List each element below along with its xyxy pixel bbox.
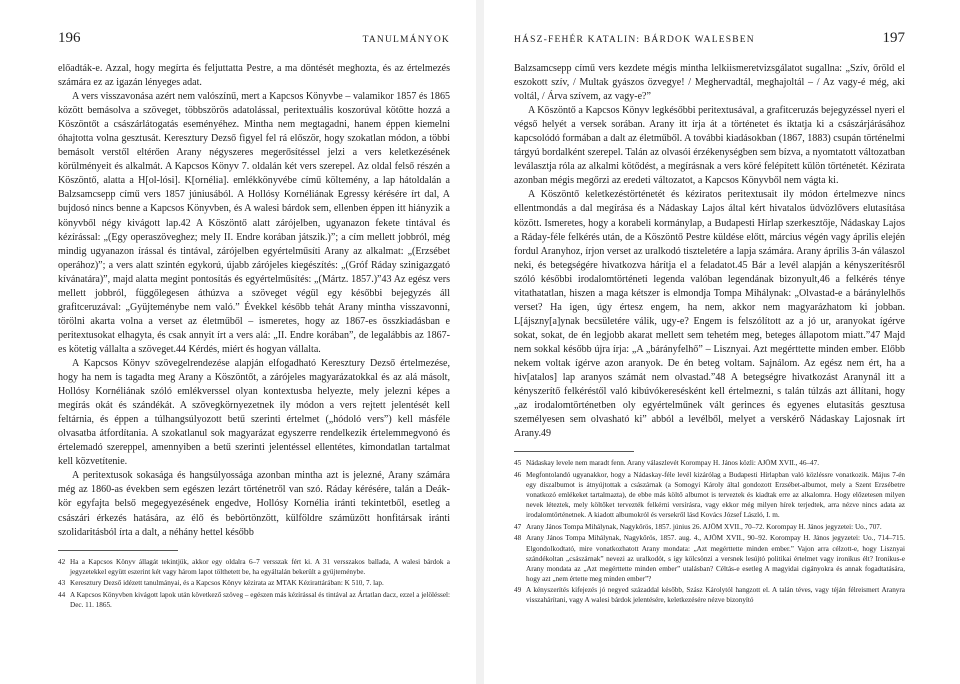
footnote-text: A kényszerítés kifejezés jó negyed századdal később, Szász Károlytól hangzott el. A talán téves, vagy téján félreismert Aranyra visszahárítani, vagy A walesi bárdok jelentésére, keletkezésére nézve bizonyító	[526, 586, 905, 605]
footnote-number: 49	[514, 586, 522, 595]
footnote-text: Megfontolandó ugyanakkor, hogy a Nádaskay-féle levél kizárólag a Budapesti Hírlapban való közléssre vonatkozik. Május 7-én egy díszalbumot is átnyújtottak a császárnak (a Somogyi Károly által gondozott Erzsébet-albumot, mely a Szent Erzsébetre vonatkozó emlékeket tartalmazta), de ebbe más költő albumot is terveztek és kiadtak erre az alkalomra. Hogy előzetesen milyen nevek léteztek, mely költőket tervezték felkérni versírásra, vagy ekkor még milyen hírek terjedtek, arra nézve nincs adata az irodalomtörténetnek. A kiadott albumokról és versekről lásd Kovács József László, I. m.	[526, 470, 905, 520]
footnote-number: 48	[514, 534, 522, 543]
paragraph: Balzsamcsepp című vers kezdete mégis mintha lelkiismeretvizsgálatot sugallna: „Szív, őröld el eszokott szív, / Multak gyászos özvegye! / Meghervadtál, meghajoltál – / Az vagy-é még, aki voltál, / Árva szívem, az vagy-e?”	[514, 63, 905, 103]
footnote	[58, 557, 450, 577]
footnote-text: Arany János Tompa Mihálynak, Nagykőrös, 1857. június 26. AJÖM XVII., 70–72. Korompay H. János jegyzetei: Uo., 707.	[526, 522, 882, 531]
paragraph: előadták-e. Azzal, hogy megírta és feljuttatta Pestre, a ma döntését meghozta, és az értelmezés számára ez az igazán lényeges adat.	[58, 63, 450, 89]
right-page-number: 197	[882, 30, 905, 46]
footnote-number: 45	[514, 459, 522, 468]
footnote-number: 42	[58, 557, 66, 566]
footnote-text: Arany János Tompa Mihálynak, Nagykőrös, 1857. aug. 4., AJÖM XVII., 90–92. Korompay H. János jegyzetei: Uo., 714–715. Elgondolkodtató, mire vonatkozhatott Arany mondata: „Azt megérttette minden ember.” Vajon arra célzott-e, hogy Lisznyai szándékoltan „császárnak” nevezi az uralkodót, s így kölcsönzi a versnek lesújtó politikai értelmet vagy ironikus élt? Ironikus-e Arany mondata az „Azt megérttette minden ember” utalásban? Céltás-e esetleg A magyidai cigányokra és annak fogadtatására, hogy azt „nem értette meg minden ember”?	[526, 534, 905, 583]
footnote-text: A Kapcsos Könyvben kivágott lapok után következő szöveg – egészen más kézírással és tintával az Ártatlan dacz, ezzel a jelöléssel: Dec. 11. 1865.	[70, 590, 450, 609]
left-page	[0, 0, 476, 684]
paragraph: A vers visszavonása azért nem valószínű, mert a Kapcsos Könyvbe – valamikor 1857 és 1865 között bemásolva a szöveget, többszörös adatolással, peritextuális koszorúval kötötte hozzá a Köszöntőt a császárlátogatás eseményéhez. Mintha nem megtagadni, hanem éppen kiemelni óhajtotta volna gesztusát. Keresztury Dezső figyel fel rá először, hogy szokatlan módon, a többi bemásolt verstől eltérően Arany négyszeres megerősítéssel jelzi a vers keletkezésének körülményeit és alkalmát. A Kapcsos Könyv 7. oldalán két vers szerepel. Az oldal felső részén a Köszöntő, alatta a H[ol-lósi]. K[ornélia]. emlékkönyvébe című költemény, a lap hátoldalán a Balzsamcsepp című vers 1857 júniusából. A Hollósy Kornéliának Egressy kérésére írt dal, A bujdosó nincs benne a Kapcsos Könyvben, és A walesi bárdok sem, ellenben éppen itt hiányzik a könyvből négy kivágott lap.42 A Köszöntő alatt zárójelben, ugyanazon fekete tintával és kézírással: „(Egy operaszöveghez; mely II. Endre korában játszik.)”; a cím mellett jobbról, még mindig ugyanazon írással és tintával, zárójelben egyértelműsíti Arany az alkalmat: „(Erzsébet operához)”; a vers alatt szintén egykorú, újabb zárójeles kiegészítés: „(Gróf Ráday szinigazgató kívánatára)”, majd alatta megint pontosítás és egyértelműsítés: „(Mártz. 1857.)”43 Az egész vers mellett jobbról, függőlegesen áthúzva a szöveget végül egy későbbi bejegyzés áll grafitceruzával: „Gyüjteménybe nem való.” Évekkel később tehát Arany mintha visszavonni, törölni akarta volna a verset az életműből – ismeretes, hogy az 1867-es összkiadásban e peritextusokat elhagyta, és csak annyit írt a vers alá: „II. Endre korában”, de legalábbis az 1867-es kötetig vállalta a szöveget.44 Kérdés, miért és hogyan vállalta.	[58, 91, 450, 355]
footnote	[514, 458, 905, 468]
footnote	[514, 585, 905, 605]
right-body-text	[514, 62, 905, 441]
footnote-rule	[514, 451, 634, 452]
paragraph: A peritextusok sokasága és hangsúlyossága azonban mintha azt is jelezné, Arany számára még az 1860-as években sem egészen lezárt történetről van szó. Ráday kérésére, talán a Deák-kör egyfajta belső megegyezésének engedve, Hollósy Kornélia iránti tekintetből, esetleg a császári érkezés hatására, az élő és bebörtönzött, külföldre számüzött honfitársak iránti szolidaritásból írta a dalt, a néhány hettel később	[58, 470, 450, 538]
footnote-text: Ha a Kapcsos Könyv állagát tekintjük, akkor egy oldalra 6–7 versszak fért ki. A 31 versszakos ballada, A walesi bárdok a jegyzetekkel együtt eszerint két vagy három lapot tölthetett be, ha egyáltalán bekerült a gyüjteménybe.	[70, 557, 450, 576]
footnote	[58, 590, 450, 610]
footnote-number: 47	[514, 522, 522, 531]
left-page-header	[58, 30, 450, 50]
paragraph: A Kapcsos Könyv szövegelrendezése alapján elfogadható Keresztury Dezső értelmezése, hogy ha nem is tagadta meg Arany a Köszöntőt, a zárójeles magyarázatokkal és az alá másolt, Hollósy Kornéliának szóló emlékverssel olyan kontextusba helyezte, mely jelezni képes a megírás okát és szándékát. A szövegkörnyezetnek ily módon a vers rejtett jelentését kell feltárnia, és éppen a túlhangsúlyozott betű szerinti értelmet („hódoló vers”) kell másféle olvasatba átfordítania. A szokatlanul sok magyarázat egyszerre rendelkezik értelemmegvonó és értelemadó szereppel, amennyiben a betű szerinti jelentéssel ellentétes, kimondatlan tartalmat kell közvetítenie.	[58, 357, 450, 468]
footnote	[514, 522, 905, 532]
footnote	[58, 578, 450, 588]
right-page	[484, 0, 960, 684]
footnote-text: Nádaskay levele nem maradt fenn. Arany válaszlevét Korompay H. János közli: AJÖM XVII., 46–47.	[526, 459, 820, 468]
paragraph: A Köszöntő a Kapcsos Könyv legkésőbbi peritextusával, a grafitceruzás bejegyzéssel nyeri el végső helyét a versek sorában. Arany itt írja át a történetet és iktatja ki a császárjárásához kapcsolódó formában a dalt az életműből. A további kiadásokban (1867, 1883) csupán történelmi tárgyú bordalként szerepel. Talán az olvasói érzékenységben sem bízva, a nyomtatott változatban leválasztja róla az alkalmi kötődést, a megírásnak a vers köré felépített külön történetét. Kézirata azonban mégis megőrzi az eredeti változatot, a Kapcsos Könyvből nem vágta ki.	[514, 105, 905, 187]
book-gutter	[476, 0, 484, 684]
footnote-rule	[58, 550, 178, 551]
footnote-number: 46	[514, 470, 522, 479]
footnote-text: Keresztury Dezső idézett tanulmányai, és a Kapcsos Könyv kézirata az MTAK Kézirattárában: K 510, 7. lap.	[70, 579, 384, 588]
footnote-number: 44	[58, 590, 66, 599]
left-footnotes	[58, 557, 450, 610]
footnote	[514, 470, 905, 520]
left-running-head: TANULMÁNYOK	[362, 35, 450, 45]
footnote-number: 43	[58, 579, 66, 588]
left-body-text	[58, 62, 450, 540]
left-page-number: 196	[58, 30, 81, 46]
right-page-header	[514, 30, 905, 50]
right-running-head: HÁSZ-FEHÉR KATALIN: BÁRDOK WALESBEN	[514, 35, 755, 45]
paragraph: A Köszöntő keletkezéstörténetét és kéziratos peritextusait ily módon értelmezve nincs ellentmondás a dal megírása és a Nádaskay Lajos által kért hivatalos üdvözlővers elutasítása között. Ismeretes, hogy a korabeli kormánylap, a Budapesti Hírlap szerkesztője, Nádaskay Lajos a Ráday-féle felkérés után, de a Köszöntő Pestre küldése előtt, március végén vagy április elején fordul Aranyhoz, írjon verset az uralkodó tiszteletére a lapja számára. Arany április 3-án válaszol neki, és betegségére hivatkozva hárítja el a feladatot.45 Bár a levél alapján a kényszerítésről szóló későbbi irodalomtörténeti legenda valóban legendának bizonyult,46 a felkérés ténye vitathatatlan, hiszen a maga kétszer is elmondja Tompa Mihálynak: „Olvastad-e a báránylelhős verset? Ha igen, úgy értesz engem, ha nem, akkor nem magyarázhatom ki jobban. L[ájszny[a]ynak becsületére válik, ugy-e? Engem is felszólított az a jó ur, aranyokat ígérve sokat, sokat, de én legjobb akarat mellett sem tehetém meg, beteges állapotom miatt.”47 Majd nem sokkal később újra írja: „A „bárányfelhő” – Lisznyai. Azt megérttette minden ember. Előbb nekem voltak ígérve azon aranyok. De én beteg voltam. Sajnálom. Az egész nem ért, ha a hiv[atalos] lap aranyos számát nem olvastad.”48 A betegségre hivatkozást Aranynál itt a kényszerítő felkéréstől való kibúvókeresésként kell értelmezni, s talán túlzás azt állítani, hogy „az irodalomtörténetben oly egyértelműnek vált gerinces és egyenes elutasítás gesztusa személyesen sem olvasható ki” abból a levélből, melyet a verskérő Nádaskay Lajosnak írt Arany.49	[514, 189, 905, 440]
right-footnotes	[514, 458, 905, 605]
footnote	[514, 533, 905, 583]
